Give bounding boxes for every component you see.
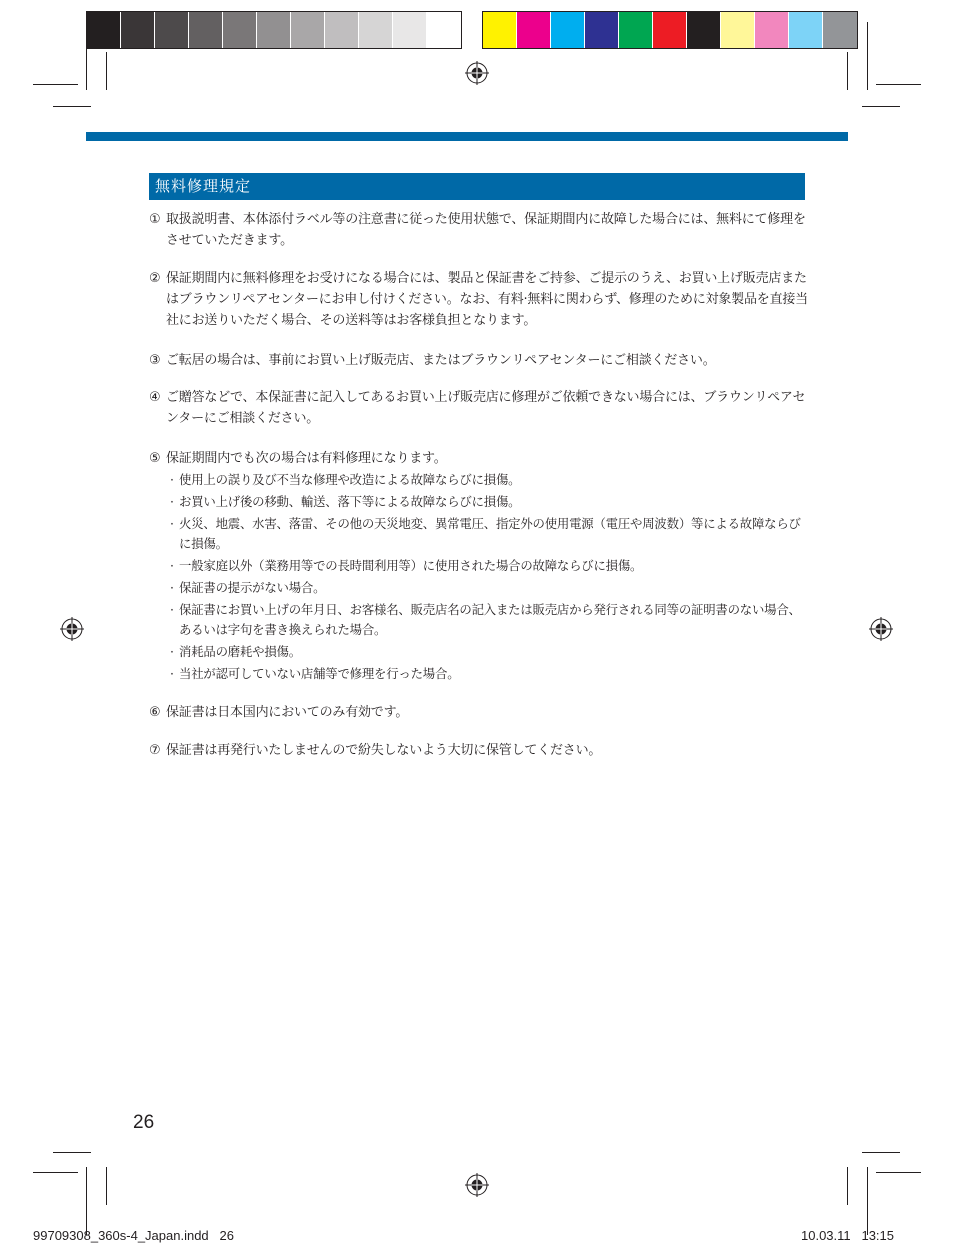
item-number: ⑤ (149, 451, 161, 466)
bullet: · (170, 494, 174, 509)
color-swatch (155, 12, 189, 48)
header-rule (86, 132, 848, 141)
color-swatch (585, 12, 619, 48)
paid-case-item (170, 470, 810, 490)
item-text: 保証書は再発行いたしませんので紛失しないよう大切に保管してください。 (166, 743, 602, 758)
color-swatch (223, 12, 257, 48)
color-swatch (291, 12, 325, 48)
bullet: · (170, 472, 174, 487)
registration-mark-bottom-icon (465, 1173, 489, 1197)
paid-case-text: 当社が認可していない店舗等で修理を行った場合。 (179, 666, 460, 681)
list-item (149, 209, 809, 251)
list-item (149, 448, 809, 469)
item-number: ① (149, 212, 161, 227)
slug-datetime: 10.03.11 13:15 (801, 1228, 895, 1243)
color-swatch (121, 12, 155, 48)
bullet: · (170, 602, 174, 617)
list-item (149, 387, 809, 429)
item-text: ご贈答などで、本保証書に記入してあるお買い上げ販売店に修理がご依頼できない場合には、ブラウンリペアセンターにご相談ください。 (166, 390, 806, 426)
list-item (149, 350, 809, 371)
registration-mark-top-icon (465, 61, 489, 85)
paid-case-text: 保証書の提示がない場合。 (179, 580, 326, 595)
paid-case-item (170, 664, 810, 684)
bullet: · (170, 580, 174, 595)
paid-case-text: 火災、地震、水害、落雷、その他の天災地変、異常電圧、指定外の使用電源（電圧や周波数）等による故障ならびに損傷。 (179, 516, 801, 551)
item-number: ⑥ (149, 705, 161, 720)
color-swatch (189, 12, 223, 48)
slug-file: 99709308_360s-4_Japan.indd 26 (33, 1228, 234, 1243)
color-swatch (325, 12, 359, 48)
color-swatch (551, 12, 585, 48)
color-swatch (721, 12, 755, 48)
paid-case-item (170, 642, 810, 662)
paid-case-item (170, 514, 810, 554)
paid-case-item (170, 578, 810, 598)
paid-case-item (170, 492, 810, 512)
list-item (149, 268, 809, 331)
paid-case-text: 一般家庭以外（業務用等での長時間利用等）に使用された場合の故障ならびに損傷。 (179, 558, 643, 573)
bullet: · (170, 644, 174, 659)
section-heading: 無料修理規定 (149, 173, 805, 200)
item-text: 保証期間内でも次の場合は有料修理になります。 (166, 451, 447, 466)
item-number: ⑦ (149, 743, 161, 758)
list-item (149, 702, 809, 723)
color-swatch (755, 12, 789, 48)
color-swatch (517, 12, 551, 48)
paid-case-text: お買い上げ後の移動、輸送、落下等による故障ならびに損傷。 (179, 494, 521, 509)
item-text: 取扱説明書、本体添付ラベル等の注意書に従った使用状態で、保証期間内に故障した場合には、無料にて修理をさせていただきます。 (166, 212, 806, 248)
color-swatch (87, 12, 121, 48)
color-swatch (359, 12, 393, 48)
color-swatch (789, 12, 823, 48)
color-swatch (619, 12, 653, 48)
page-number: 26 (133, 1112, 155, 1133)
color-swatch (687, 12, 721, 48)
paid-case-text: 消耗品の磨耗や損傷。 (179, 644, 301, 659)
color-swatch (257, 12, 291, 48)
color-swatch (653, 12, 687, 48)
color-swatch (483, 12, 517, 48)
gray-swatch-bar (86, 11, 462, 49)
bullet: · (170, 516, 174, 531)
color-swatch (393, 12, 427, 48)
paid-case-item (170, 556, 810, 576)
color-swatch (427, 12, 461, 48)
registration-mark-right-icon (869, 617, 893, 641)
bullet: · (170, 666, 174, 681)
item-number: ② (149, 271, 161, 286)
item-text: 保証期間内に無料修理をお受けになる場合には、製品と保証書をご持参、ご提示のうえ、お買い上げ販売店またはブラウンリペアセンターにお申し付けください。なお、有料·無料に関わらず、修理のために対象製品を直接当社にお送りいただく場合、その送料等はお客様負担となります。 (166, 271, 808, 328)
list-item (149, 740, 809, 761)
color-swatch-bar (482, 11, 858, 49)
registration-mark-left-icon (60, 617, 84, 641)
item-number: ④ (149, 390, 161, 405)
paid-case-item (170, 600, 810, 640)
color-swatch (823, 12, 857, 48)
item-number: ③ (149, 353, 161, 368)
bullet: · (170, 558, 174, 573)
item-text: ご転居の場合は、事前にお買い上げ販売店、またはブラウンリペアセンターにご相談ください。 (166, 353, 716, 368)
paid-case-text: 保証書にお買い上げの年月日、お客様名、販売店名の記入または販売店から発行される同等の証明書のない場合、あるいは字句を書き換えられた場合。 (179, 602, 801, 637)
paid-case-text: 使用上の誤り及び不当な修理や改造による故障ならびに損傷。 (179, 472, 521, 487)
item-text: 保証書は日本国内においてのみ有効です。 (166, 705, 409, 720)
